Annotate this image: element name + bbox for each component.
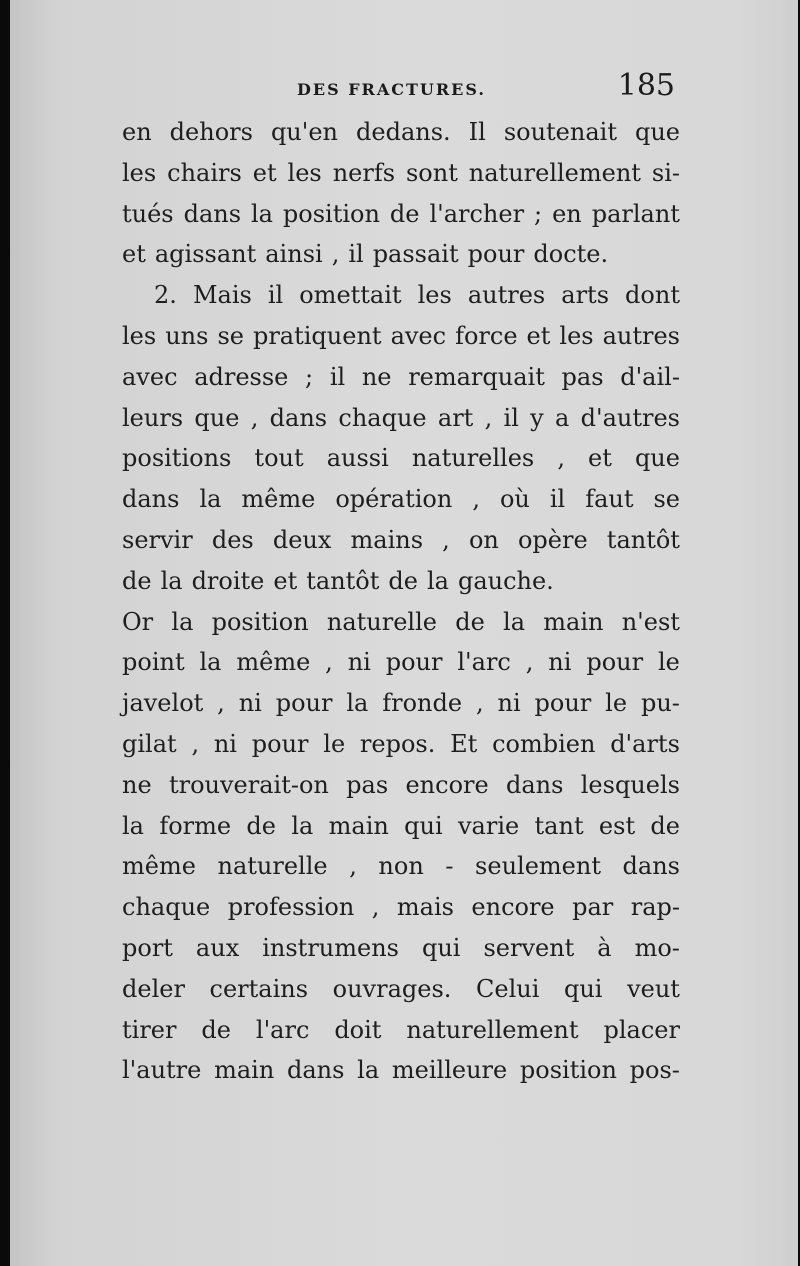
text-line: chaque profession , mais encore par rap-	[122, 893, 680, 922]
text-line: les uns se pratiquent avec force et les autres	[122, 321, 680, 350]
text-line: servir des deux mains , on opère tantôt	[122, 525, 680, 554]
book-page	[10, 0, 798, 1266]
text-line: deler certains ouvrages. Celui qui veut	[122, 974, 680, 1003]
text-line: leurs que , dans chaque art , il y a d'autres	[122, 403, 680, 432]
text-line: avec adresse ; il ne remarquait pas d'ail-	[122, 362, 680, 391]
text-line: en dehors qu'en dedans. Il soutenait que	[122, 118, 680, 146]
page-header	[115, 68, 675, 108]
text-line: et agissant ainsi , il passait pour docte.	[122, 240, 609, 269]
text-line: javelot , ni pour la fronde , ni pour le pu-	[122, 689, 680, 718]
text-line: même naturelle , non - seulement dans	[122, 852, 680, 881]
text-line: tirer de l'arc doit naturellement placer	[122, 1015, 680, 1044]
text-line: tués dans la position de l'archer ; en parlant	[122, 199, 680, 228]
text-line: point la même , ni pour l'arc , ni pour le	[122, 648, 680, 677]
body-text	[122, 112, 680, 1091]
text-line: dans la même opération , où il faut se	[122, 485, 680, 514]
text-line: ne trouverait-on pas encore dans lesquels	[122, 770, 680, 799]
text-line: les chairs et les nerfs sont naturellement si-	[122, 158, 680, 187]
text-line: positions tout aussi naturelles , et que	[122, 444, 680, 473]
text-line: Or la position naturelle de la main n'est	[122, 607, 680, 636]
text-line: la forme de la main qui varie tant est de	[122, 811, 680, 840]
text-line: l'autre main dans la meilleure position pos-	[122, 1056, 680, 1085]
page-number: 185	[617, 68, 675, 103]
text-line: gilat , ni pour le repos. Et combien d'arts	[122, 729, 680, 758]
text-line: port aux instrumens qui servent à mo-	[122, 933, 680, 962]
text-line: 2. Mais il omettait les autres arts dont	[154, 281, 680, 310]
text-line: de la droite et tantôt de la gauche.	[122, 566, 554, 595]
running-title: DES FRACTURES.	[297, 80, 486, 99]
